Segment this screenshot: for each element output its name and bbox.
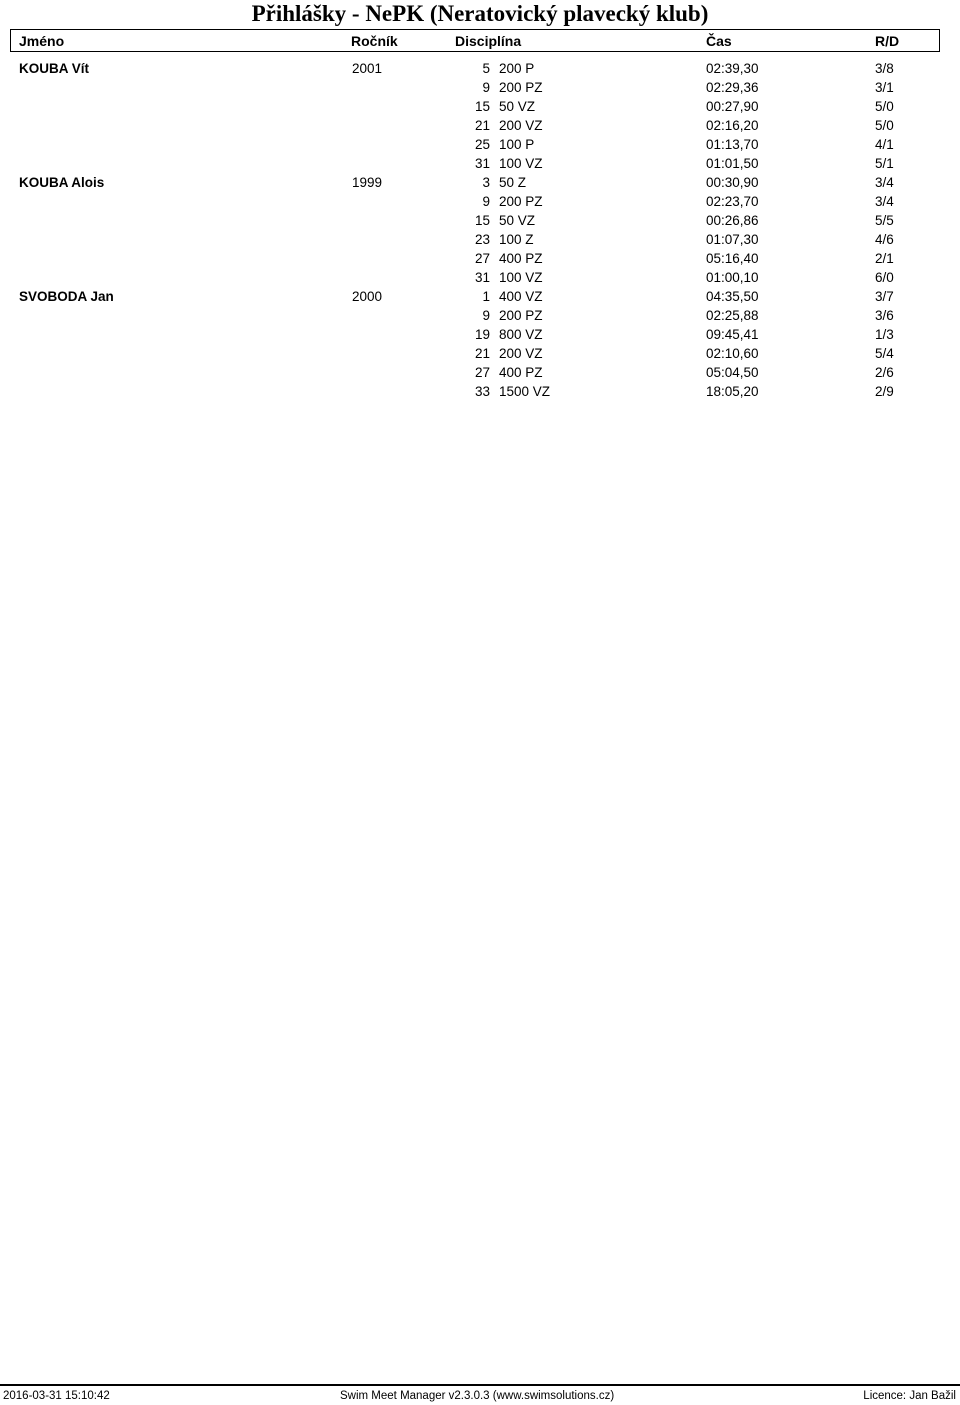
event-number: 15 — [474, 99, 490, 114]
page-title: Přihlášky - NePK (Neratovický plavecký klub) — [251, 1, 709, 26]
footer-timestamp: 2016-03-31 15:10:42 — [3, 1390, 110, 1402]
heat-lane: 3/8 — [875, 61, 894, 76]
entry-time: 05:16,40 — [706, 251, 759, 266]
event-number: 31 — [474, 270, 490, 285]
heat-lane: 3/4 — [875, 175, 894, 190]
heat-lane: 5/4 — [875, 346, 894, 361]
heat-lane: 3/6 — [875, 308, 894, 323]
table-row — [0, 173, 960, 192]
event-discipline: 800 VZ — [499, 327, 543, 342]
heat-lane: 4/6 — [875, 232, 894, 247]
entry-time: 00:27,90 — [706, 99, 759, 114]
event-number: 15 — [474, 213, 490, 228]
table-row — [0, 249, 960, 268]
swimmer-name: KOUBA Vít — [19, 61, 89, 76]
swimmer-name: SVOBODA Jan — [19, 289, 114, 304]
entry-time: 01:13,70 — [706, 137, 759, 152]
heat-lane: 3/1 — [875, 80, 894, 95]
event-number: 27 — [474, 251, 490, 266]
table-row — [0, 287, 960, 306]
table-row — [0, 135, 960, 154]
column-header-time: Čas — [706, 33, 732, 49]
heat-lane: 4/1 — [875, 137, 894, 152]
event-discipline: 100 VZ — [499, 270, 543, 285]
event-number: 5 — [482, 61, 490, 76]
event-discipline: 200 PZ — [499, 194, 543, 209]
event-discipline: 100 P — [499, 137, 535, 152]
event-discipline: 200 VZ — [499, 346, 543, 361]
entry-time: 02:16,20 — [706, 118, 759, 133]
event-number: 3 — [482, 175, 490, 190]
entry-time: 05:04,50 — [706, 365, 759, 380]
event-number: 25 — [474, 137, 490, 152]
entry-time: 02:23,70 — [706, 194, 759, 209]
table-row — [0, 78, 960, 97]
entry-time: 00:30,90 — [706, 175, 759, 190]
swimmer-name: KOUBA Alois — [19, 175, 105, 190]
event-number: 9 — [482, 80, 490, 95]
table-row — [0, 230, 960, 249]
heat-lane: 2/1 — [875, 251, 894, 266]
table-row — [0, 192, 960, 211]
event-discipline: 400 PZ — [499, 251, 543, 266]
table-row — [0, 59, 960, 78]
footer-license: Licence: Jan Bažil — [863, 1390, 956, 1402]
event-discipline: 50 VZ — [499, 99, 536, 114]
event-discipline: 400 VZ — [499, 289, 543, 304]
column-header-rd: R/D — [875, 33, 900, 49]
birth-year: 2000 — [352, 289, 383, 304]
event-number: 1 — [482, 289, 490, 304]
event-discipline: 50 Z — [499, 175, 527, 190]
entry-time: 02:29,36 — [706, 80, 759, 95]
table-row — [0, 363, 960, 382]
heat-lane: 2/9 — [875, 384, 894, 399]
birth-year: 2001 — [352, 61, 383, 76]
entry-time: 09:45,41 — [706, 327, 759, 342]
footer-divider — [0, 1384, 960, 1386]
event-discipline: 100 VZ — [499, 156, 543, 171]
event-discipline: 200 VZ — [499, 118, 543, 133]
page-footer — [0, 1389, 960, 1403]
heat-lane: 5/0 — [875, 118, 894, 133]
event-discipline: 400 PZ — [499, 365, 543, 380]
heat-lane: 1/3 — [875, 327, 894, 342]
event-number: 9 — [482, 308, 490, 323]
table-row — [0, 211, 960, 230]
event-discipline: 1500 VZ — [499, 384, 551, 399]
event-discipline: 50 VZ — [499, 213, 536, 228]
event-number: 21 — [474, 346, 490, 361]
event-number: 21 — [474, 118, 490, 133]
entry-time: 01:01,50 — [706, 156, 759, 171]
column-header-year: Ročník — [351, 33, 398, 49]
table-row — [0, 154, 960, 173]
event-number: 23 — [474, 232, 490, 247]
heat-lane: 5/0 — [875, 99, 894, 114]
event-number: 31 — [474, 156, 490, 171]
table-row — [0, 382, 960, 401]
event-number: 19 — [474, 327, 490, 342]
event-number: 9 — [482, 194, 490, 209]
heat-lane: 3/4 — [875, 194, 894, 209]
entry-time: 02:39,30 — [706, 61, 759, 76]
heat-lane: 5/5 — [875, 213, 894, 228]
event-discipline: 100 Z — [499, 232, 534, 247]
entry-time: 01:07,30 — [706, 232, 759, 247]
entry-time: 01:00,10 — [706, 270, 759, 285]
table-row — [0, 325, 960, 344]
event-discipline: 200 PZ — [499, 80, 543, 95]
entry-time: 02:25,88 — [706, 308, 759, 323]
entries-list — [0, 59, 960, 401]
entry-time: 02:10,60 — [706, 346, 759, 361]
table-header — [10, 29, 940, 52]
heat-lane: 2/6 — [875, 365, 894, 380]
entry-time: 00:26,86 — [706, 213, 759, 228]
birth-year: 1999 — [352, 175, 383, 190]
event-discipline: 200 P — [499, 61, 535, 76]
column-header-discipline: Disciplína — [455, 33, 522, 49]
table-row — [0, 97, 960, 116]
table-row — [0, 306, 960, 325]
table-row — [0, 344, 960, 363]
event-number: 33 — [474, 384, 490, 399]
table-row — [0, 268, 960, 287]
entry-time: 04:35,50 — [706, 289, 759, 304]
heat-lane: 5/1 — [875, 156, 894, 171]
event-number: 27 — [474, 365, 490, 380]
heat-lane: 6/0 — [875, 270, 894, 285]
event-discipline: 200 PZ — [499, 308, 543, 323]
footer-software: Swim Meet Manager v2.3.0.3 (www.swimsolutions.cz) — [340, 1390, 615, 1402]
table-row — [0, 116, 960, 135]
entry-time: 18:05,20 — [706, 384, 759, 399]
column-header-name: Jméno — [19, 33, 65, 49]
heat-lane: 3/7 — [875, 289, 894, 304]
